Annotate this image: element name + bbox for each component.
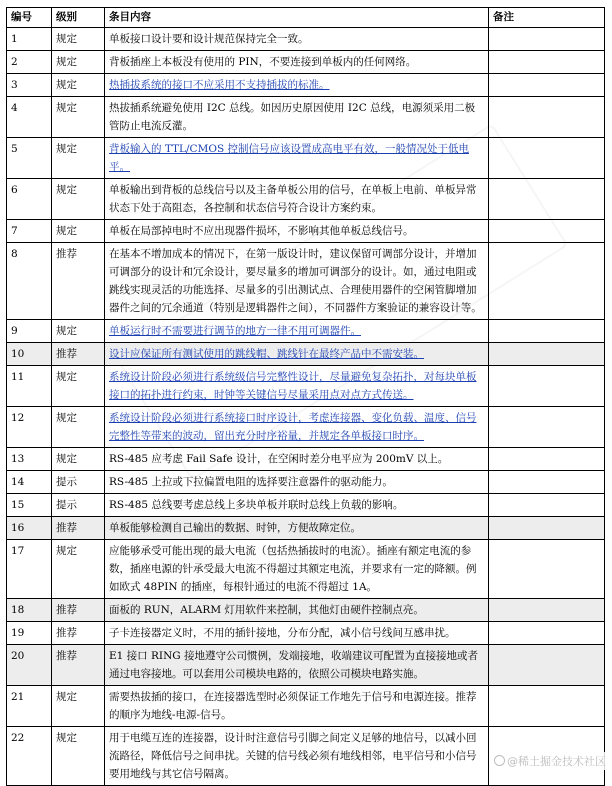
table-row <box>7 320 605 343</box>
row-content: RS-485 应考虑 Fail Safe 设计，在空闲时差分电平应为 200mV 以上。 <box>105 448 489 471</box>
row-remark <box>489 622 605 645</box>
row-level: 推荐 <box>52 622 105 645</box>
row-content: 在基本不增加成本的情况下，在第一版设计时，建议保留可调部分设计，并增加可调部分的设计和冗余设计，要尽量多的增加可调部分的设计。如，通过电阻或跳线实现灵活的功能选择、尽量多的引出测试点、合理使用器件的空闲管脚增加器件之间的冗余通道（特别是逻辑器件之间），不同器件方案验证的兼容设计等。 <box>105 243 489 320</box>
table-row <box>7 366 605 407</box>
row-number: 18 <box>7 599 52 622</box>
row-level: 规定 <box>52 686 105 727</box>
row-remark <box>489 179 605 220</box>
table-row <box>7 494 605 517</box>
row-remark <box>489 686 605 727</box>
row-remark <box>489 320 605 343</box>
row-level: 推荐 <box>52 645 105 686</box>
row-number: 20 <box>7 645 52 686</box>
table-row <box>7 138 605 179</box>
row-content: RS-485 上拉或下拉偏置电阻的选择要注意器件的驱动能力。 <box>105 471 489 494</box>
row-number: 4 <box>7 97 52 138</box>
row-level: 规定 <box>52 540 105 599</box>
table-row <box>7 179 605 220</box>
row-level: 推荐 <box>52 599 105 622</box>
table-header-row <box>7 8 605 28</box>
header-content: 条目内容 <box>105 8 489 28</box>
linked-text[interactable]: 背板输入的 TTL/CMOS 控制信号应该设置成高电平有效，一般情况处于低电平。 <box>109 143 469 173</box>
row-remark <box>489 540 605 599</box>
table-row <box>7 343 605 366</box>
row-number: 11 <box>7 366 52 407</box>
linked-text[interactable]: 系统设计阶段必须进行系统级信号完整性设计，尽量避免复杂拓扑，对每块单板接口的拓扑进行约束，时钟等关键信号尽量采用点对点方式传送。 <box>109 371 477 401</box>
row-number: 13 <box>7 448 52 471</box>
linked-text[interactable]: 系统设计阶段必须进行系统接口时序设计，考虑连接器、变化负载、温度、信号完整性等带来的波动，留出充分时序裕量，并规定各单板接口时序。 <box>109 412 477 442</box>
row-level: 提示 <box>52 471 105 494</box>
row-level: 规定 <box>52 448 105 471</box>
table-row <box>7 517 605 540</box>
row-content: 应能够承受可能出现的最大电流（包括热插拔时的电流）。插座有额定电流的参数，插座电源的针承受最大电流不得超过其额定电流，并要求有一定的降额。例如欧式 48PIN 的插座，每根针通过的电流不得超过 1A。 <box>105 540 489 599</box>
row-content: 面板的 RUN，ALARM 灯用软件来控制，其他灯由硬件控制点亮。 <box>105 599 489 622</box>
row-level: 规定 <box>52 366 105 407</box>
row-number: 15 <box>7 494 52 517</box>
row-content <box>105 366 489 407</box>
linked-text[interactable]: 热插拔系统的接口不应采用不支持插拔的标准。 <box>109 79 330 91</box>
row-number: 3 <box>7 74 52 97</box>
row-number: 7 <box>7 220 52 243</box>
row-remark <box>489 407 605 448</box>
row-level: 规定 <box>52 138 105 179</box>
row-number: 5 <box>7 138 52 179</box>
row-remark <box>489 494 605 517</box>
row-level: 规定 <box>52 97 105 138</box>
header-no: 编号 <box>7 8 52 28</box>
row-remark <box>489 51 605 74</box>
row-number: 22 <box>7 727 52 786</box>
linked-text[interactable]: 单板运行时不需要进行调节的地方一律不用可调器件。 <box>109 325 361 337</box>
row-level: 规定 <box>52 51 105 74</box>
row-number: 21 <box>7 686 52 727</box>
row-remark <box>489 599 605 622</box>
row-remark <box>489 366 605 407</box>
table-row <box>7 97 605 138</box>
row-remark <box>489 471 605 494</box>
row-content: 单板能够检测自己输出的数据、时钟，方便故障定位。 <box>105 517 489 540</box>
row-level: 规定 <box>52 407 105 448</box>
row-content: 单板在局部掉电时不应出现器件损坏，不影响其他单板总线信号。 <box>105 220 489 243</box>
row-number: 19 <box>7 622 52 645</box>
row-level: 推荐 <box>52 343 105 366</box>
row-level: 规定 <box>52 74 105 97</box>
row-number: 2 <box>7 51 52 74</box>
row-remark <box>489 220 605 243</box>
site-watermark <box>490 752 610 770</box>
row-content: RS-485 总线要考虑总线上多块单板并联时总线上负载的影响。 <box>105 494 489 517</box>
row-remark <box>489 28 605 51</box>
row-level: 提示 <box>52 494 105 517</box>
row-content <box>105 320 489 343</box>
row-remark <box>489 645 605 686</box>
header-level: 级别 <box>52 8 105 28</box>
checklist-document <box>6 7 604 786</box>
table-row <box>7 51 605 74</box>
row-remark <box>489 448 605 471</box>
row-content: 热拔插系统避免使用 I2C 总线。如因历史原因使用 I2C 总线，电源须采用二极管防止电流反灌。 <box>105 97 489 138</box>
row-number: 12 <box>7 407 52 448</box>
table-row <box>7 28 605 51</box>
row-remark <box>489 138 605 179</box>
row-content: E1 接口 RING 接地遵守公司惯例，发端接地，收端建议可配置为直接接地或者通过电容接地。可以套用公司模块电路的，依照公司模块电路实施。 <box>105 645 489 686</box>
row-level: 规定 <box>52 727 105 786</box>
row-content <box>105 343 489 366</box>
table-row <box>7 220 605 243</box>
row-content: 子卡连接器定义时，不用的插针接地，分布分配，减小信号线间互感串扰。 <box>105 622 489 645</box>
row-remark <box>489 343 605 366</box>
row-remark <box>489 243 605 320</box>
row-content <box>105 407 489 448</box>
row-level: 推荐 <box>52 517 105 540</box>
row-content <box>105 74 489 97</box>
row-level: 推荐 <box>52 243 105 320</box>
table-row <box>7 686 605 727</box>
row-number: 10 <box>7 343 52 366</box>
row-remark <box>489 97 605 138</box>
row-number: 17 <box>7 540 52 599</box>
header-remark: 备注 <box>489 8 605 28</box>
table-row <box>7 622 605 645</box>
linked-text[interactable]: 设计应保证所有测试使用的跳线帽、跳线针在最终产品中不需安装。 <box>109 348 424 360</box>
table-row <box>7 243 605 320</box>
table-body <box>7 28 605 786</box>
row-level: 规定 <box>52 220 105 243</box>
row-number: 8 <box>7 243 52 320</box>
row-number: 9 <box>7 320 52 343</box>
row-level: 规定 <box>52 320 105 343</box>
table-row <box>7 599 605 622</box>
table-row <box>7 540 605 599</box>
checklist-table <box>6 7 605 786</box>
row-content: 背板插座上本板没有使用的 PIN，不要连接到单板内的任何网络。 <box>105 51 489 74</box>
table-row <box>7 471 605 494</box>
row-content <box>105 138 489 179</box>
row-content: 用于电缆互连的连接器，设计时注意信号引脚之间定义足够的地信号，以减小回流路径，降低信号之间串扰。关键的信号线必须有地线相邻，电平信号和小信号要用地线与其它信号隔离。 <box>105 727 489 786</box>
row-content: 单板接口设计要和设计规范保持完全一致。 <box>105 28 489 51</box>
row-level: 规定 <box>52 28 105 51</box>
row-content: 单板输出到背板的总线信号以及主备单板公用的信号，在单板上电前、单板异常状态下处于高阻态，各控制和状态信号符合设计方案约束。 <box>105 179 489 220</box>
table-row <box>7 645 605 686</box>
watermark-logo-icon <box>494 755 505 766</box>
row-number: 14 <box>7 471 52 494</box>
table-row <box>7 407 605 448</box>
table-row <box>7 74 605 97</box>
row-number: 16 <box>7 517 52 540</box>
row-level: 规定 <box>52 179 105 220</box>
row-remark <box>489 517 605 540</box>
row-number: 1 <box>7 28 52 51</box>
watermark-text: @稀土掘金技术社区 <box>507 755 606 768</box>
row-content: 需要热拔插的接口，在连接器选型时必须保证工作地先于信号和电源连接。推荐的顺序为地线-电源-信号。 <box>105 686 489 727</box>
row-number: 6 <box>7 179 52 220</box>
row-remark <box>489 74 605 97</box>
table-row <box>7 448 605 471</box>
